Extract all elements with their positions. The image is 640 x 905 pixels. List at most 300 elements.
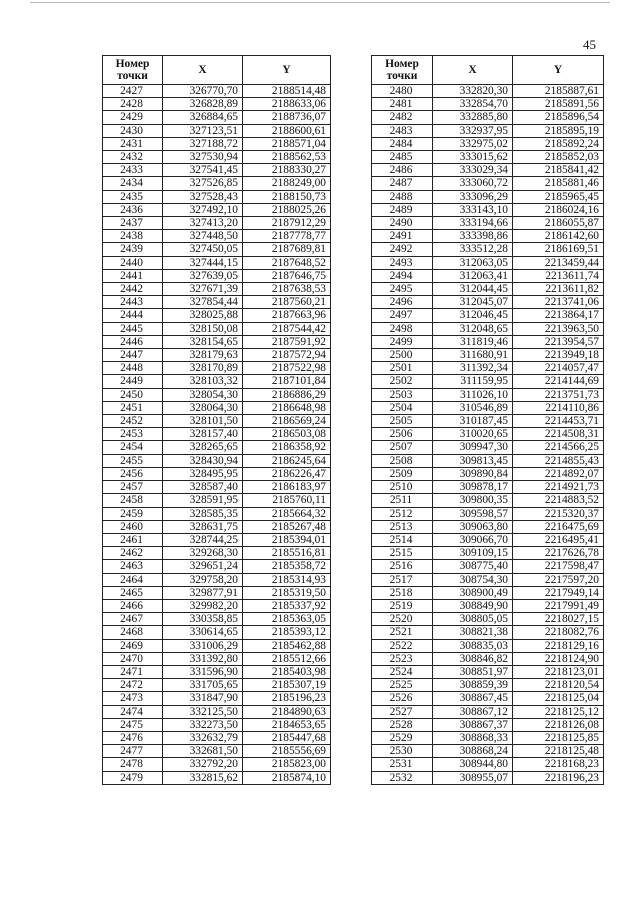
point-number-cell: 2501: [372, 362, 433, 375]
y-coordinate-cell: 2214883,52: [513, 494, 604, 507]
table-row: [372, 349, 604, 362]
y-coordinate-cell: 2214057,47: [513, 362, 604, 375]
table-row: [372, 586, 604, 599]
y-coordinate-cell: 2213864,17: [513, 309, 604, 322]
x-coordinate-cell: 331847,90: [163, 692, 243, 705]
y-coordinate-cell: 2218129,16: [513, 639, 604, 652]
table-row: [372, 415, 604, 428]
coordinates-table-right: [371, 55, 604, 785]
x-coordinate-cell: 328587,40: [163, 481, 243, 494]
table-row: [103, 217, 331, 230]
table-row: [372, 388, 604, 401]
point-number-cell: 2506: [372, 428, 433, 441]
x-coordinate-cell: 329982,20: [163, 599, 243, 612]
point-number-cell: 2452: [103, 415, 163, 428]
x-coordinate-cell: 327530,94: [163, 151, 243, 164]
x-coordinate-cell: 327671,39: [163, 283, 243, 296]
point-number-cell: 2505: [372, 415, 433, 428]
x-coordinate-cell: 328430,94: [163, 454, 243, 467]
table-row: [372, 560, 604, 573]
table-row: [372, 731, 604, 744]
y-coordinate-cell: 2185852,03: [513, 151, 604, 164]
point-number-cell: 2439: [103, 243, 163, 256]
table-row: [103, 164, 331, 177]
y-coordinate-cell: 2185841,42: [513, 164, 604, 177]
x-coordinate-cell: 312045,07: [433, 296, 513, 309]
y-coordinate-cell: 2217626,78: [513, 547, 604, 560]
point-number-cell: 2463: [103, 560, 163, 573]
point-number-cell: 2440: [103, 256, 163, 269]
table-row: [103, 335, 331, 348]
y-coordinate-cell: 2214110,86: [513, 401, 604, 414]
table-row: [372, 692, 604, 705]
x-coordinate-cell: 312063,41: [433, 269, 513, 282]
y-coordinate-cell: 2185664,32: [243, 507, 331, 520]
point-number-cell: 2485: [372, 151, 433, 164]
x-coordinate-cell: 312063,05: [433, 256, 513, 269]
point-number-cell: 2469: [103, 639, 163, 652]
table-row: [103, 758, 331, 771]
y-coordinate-cell: 2215320,37: [513, 507, 604, 520]
y-coordinate-cell: 2185447,68: [243, 731, 331, 744]
x-coordinate-cell: 308846,82: [433, 652, 513, 665]
y-coordinate-cell: 2213954,57: [513, 335, 604, 348]
table-row: [372, 335, 604, 348]
point-number-cell: 2474: [103, 705, 163, 718]
point-number-cell: 2470: [103, 652, 163, 665]
y-coordinate-cell: 2185895,19: [513, 124, 604, 137]
point-number-cell: 2450: [103, 388, 163, 401]
table-row: [103, 362, 331, 375]
x-coordinate-cell: 308900,49: [433, 586, 513, 599]
x-coordinate-cell: 328265,65: [163, 441, 243, 454]
point-number-cell: 2497: [372, 309, 433, 322]
header-point-number-line1: Номер: [385, 58, 419, 70]
point-number-cell: 2500: [372, 349, 433, 362]
table-header-row: [372, 56, 604, 85]
y-coordinate-cell: 2186024,16: [513, 203, 604, 216]
y-coordinate-cell: 2214144,69: [513, 375, 604, 388]
point-number-cell: 2451: [103, 401, 163, 414]
y-coordinate-cell: 2185314,93: [243, 573, 331, 586]
y-coordinate-cell: 2185887,61: [513, 85, 604, 98]
point-number-cell: 2487: [372, 177, 433, 190]
y-coordinate-cell: 2185394,01: [243, 533, 331, 546]
y-coordinate-cell: 2184890,63: [243, 705, 331, 718]
table-row: [372, 269, 604, 282]
table-row: [103, 269, 331, 282]
y-coordinate-cell: 2185196,23: [243, 692, 331, 705]
y-coordinate-cell: 2188514,48: [243, 85, 331, 98]
x-coordinate-cell: 328154,65: [163, 335, 243, 348]
x-coordinate-cell: 331705,65: [163, 679, 243, 692]
table-row: [103, 230, 331, 243]
x-coordinate-cell: 331596,90: [163, 665, 243, 678]
table-row: [372, 639, 604, 652]
point-number-cell: 2434: [103, 177, 163, 190]
header-y: Y: [243, 56, 331, 85]
x-coordinate-cell: 311159,95: [433, 375, 513, 388]
point-number-cell: 2438: [103, 230, 163, 243]
y-coordinate-cell: 2218027,15: [513, 613, 604, 626]
point-number-cell: 2525: [372, 679, 433, 692]
x-coordinate-cell: 309109,15: [433, 547, 513, 560]
y-coordinate-cell: 2187638,53: [243, 283, 331, 296]
x-coordinate-cell: 328744,25: [163, 533, 243, 546]
y-coordinate-cell: 2185896,54: [513, 111, 604, 124]
x-coordinate-cell: 332854,70: [433, 98, 513, 111]
point-number-cell: 2449: [103, 375, 163, 388]
y-coordinate-cell: 2218126,08: [513, 718, 604, 731]
table-row: [103, 401, 331, 414]
y-coordinate-cell: 2218123,01: [513, 665, 604, 678]
x-coordinate-cell: 310187,45: [433, 415, 513, 428]
x-coordinate-cell: 329268,30: [163, 547, 243, 560]
x-coordinate-cell: 327854,44: [163, 296, 243, 309]
table-row: [372, 652, 604, 665]
y-coordinate-cell: 2218082,76: [513, 626, 604, 639]
x-coordinate-cell: 326884,65: [163, 111, 243, 124]
x-coordinate-cell: 326828,89: [163, 98, 243, 111]
point-number-cell: 2482: [372, 111, 433, 124]
y-coordinate-cell: 2187560,21: [243, 296, 331, 309]
x-coordinate-cell: 333029,34: [433, 164, 513, 177]
table-row: [103, 151, 331, 164]
point-number-cell: 2443: [103, 296, 163, 309]
table-row: [103, 771, 331, 784]
x-coordinate-cell: 332815,62: [163, 771, 243, 784]
x-coordinate-cell: 309066,70: [433, 533, 513, 546]
table-row: [103, 665, 331, 678]
table-row: [103, 679, 331, 692]
y-coordinate-cell: 2188571,04: [243, 137, 331, 150]
point-number-cell: 2429: [103, 111, 163, 124]
point-number-cell: 2522: [372, 639, 433, 652]
table-row: [372, 547, 604, 560]
table-row: [372, 98, 604, 111]
point-number-cell: 2459: [103, 507, 163, 520]
x-coordinate-cell: 331392,80: [163, 652, 243, 665]
point-number-cell: 2520: [372, 613, 433, 626]
point-number-cell: 2480: [372, 85, 433, 98]
table-row: [372, 428, 604, 441]
table-row: [372, 296, 604, 309]
y-coordinate-cell: 2186886,29: [243, 388, 331, 401]
y-coordinate-cell: 2214921,73: [513, 481, 604, 494]
x-coordinate-cell: 332975,02: [433, 137, 513, 150]
y-coordinate-cell: 2185965,45: [513, 190, 604, 203]
x-coordinate-cell: 333015,62: [433, 151, 513, 164]
x-coordinate-cell: 328064,30: [163, 401, 243, 414]
y-coordinate-cell: 2187646,75: [243, 269, 331, 282]
point-number-cell: 2484: [372, 137, 433, 150]
point-number-cell: 2447: [103, 349, 163, 362]
y-coordinate-cell: 2185556,69: [243, 745, 331, 758]
y-coordinate-cell: 2213611,82: [513, 283, 604, 296]
table-row: [103, 203, 331, 216]
table-row: [103, 243, 331, 256]
x-coordinate-cell: 327448,50: [163, 230, 243, 243]
x-coordinate-cell: 309947,30: [433, 441, 513, 454]
y-coordinate-cell: 2185891,56: [513, 98, 604, 111]
point-number-cell: 2481: [372, 98, 433, 111]
x-coordinate-cell: 332125,50: [163, 705, 243, 718]
point-number-cell: 2477: [103, 745, 163, 758]
point-number-cell: 2518: [372, 586, 433, 599]
y-coordinate-cell: 2186569,24: [243, 415, 331, 428]
x-coordinate-cell: 328170,89: [163, 362, 243, 375]
x-coordinate-cell: 331006,29: [163, 639, 243, 652]
table-row: [103, 520, 331, 533]
table-row: [103, 190, 331, 203]
point-number-cell: 2515: [372, 547, 433, 560]
table-row: [103, 98, 331, 111]
x-coordinate-cell: 311680,91: [433, 349, 513, 362]
table-row: [103, 349, 331, 362]
point-number-cell: 2532: [372, 771, 433, 784]
table-row: [372, 151, 604, 164]
table-row: [103, 560, 331, 573]
x-coordinate-cell: 330358,85: [163, 613, 243, 626]
x-coordinate-cell: 308867,12: [433, 705, 513, 718]
point-number-cell: 2523: [372, 652, 433, 665]
point-number-cell: 2499: [372, 335, 433, 348]
x-coordinate-cell: 328103,32: [163, 375, 243, 388]
point-number-cell: 2488: [372, 190, 433, 203]
x-coordinate-cell: 333060,72: [433, 177, 513, 190]
y-coordinate-cell: 2218125,12: [513, 705, 604, 718]
table-row: [372, 401, 604, 414]
y-coordinate-cell: 2188600,61: [243, 124, 331, 137]
y-coordinate-cell: 2185358,72: [243, 560, 331, 573]
x-coordinate-cell: 328585,35: [163, 507, 243, 520]
y-coordinate-cell: 2218120,54: [513, 679, 604, 692]
y-coordinate-cell: 2186183,97: [243, 481, 331, 494]
table-row: [103, 692, 331, 705]
table-row: [103, 428, 331, 441]
x-coordinate-cell: 326770,70: [163, 85, 243, 98]
y-coordinate-cell: 2185760,11: [243, 494, 331, 507]
y-coordinate-cell: 2187572,94: [243, 349, 331, 362]
x-coordinate-cell: 327450,05: [163, 243, 243, 256]
y-coordinate-cell: 2186142,60: [513, 230, 604, 243]
x-coordinate-cell: 308805,05: [433, 613, 513, 626]
x-coordinate-cell: 308867,45: [433, 692, 513, 705]
x-coordinate-cell: 327541,45: [163, 164, 243, 177]
x-coordinate-cell: 328025,88: [163, 309, 243, 322]
y-coordinate-cell: 2213741,06: [513, 296, 604, 309]
header-point-number-line2: точки: [386, 70, 418, 82]
point-number-cell: 2504: [372, 401, 433, 414]
point-number-cell: 2509: [372, 467, 433, 480]
x-coordinate-cell: 328591,95: [163, 494, 243, 507]
table-row: [103, 415, 331, 428]
table-row: [372, 85, 604, 98]
table-row: [372, 758, 604, 771]
point-number-cell: 2428: [103, 98, 163, 111]
table-row: [372, 322, 604, 335]
y-coordinate-cell: 2185881,46: [513, 177, 604, 190]
point-number-cell: 2479: [103, 771, 163, 784]
table-row: [372, 481, 604, 494]
point-number-cell: 2460: [103, 520, 163, 533]
y-coordinate-cell: 2187522,98: [243, 362, 331, 375]
table-row: [103, 718, 331, 731]
x-coordinate-cell: 309890,84: [433, 467, 513, 480]
header-x: X: [163, 56, 243, 85]
table-row: [103, 309, 331, 322]
table-row: [372, 494, 604, 507]
y-coordinate-cell: 2187689,81: [243, 243, 331, 256]
x-coordinate-cell: 327528,43: [163, 190, 243, 203]
table-row: [103, 177, 331, 190]
y-coordinate-cell: 2185892,24: [513, 137, 604, 150]
table-row: [372, 665, 604, 678]
x-coordinate-cell: 312046,45: [433, 309, 513, 322]
table-row: [372, 256, 604, 269]
y-coordinate-cell: 2213949,18: [513, 349, 604, 362]
table-row: [103, 283, 331, 296]
x-coordinate-cell: 329877,91: [163, 586, 243, 599]
table-row: [372, 137, 604, 150]
y-coordinate-cell: 2188330,27: [243, 164, 331, 177]
y-coordinate-cell: 2185874,10: [243, 771, 331, 784]
table-row: [372, 441, 604, 454]
x-coordinate-cell: 328631,75: [163, 520, 243, 533]
point-number-cell: 2432: [103, 151, 163, 164]
point-number-cell: 2436: [103, 203, 163, 216]
x-coordinate-cell: 309598,57: [433, 507, 513, 520]
table-row: [103, 547, 331, 560]
coordinates-table-left: [102, 55, 331, 785]
table-row: [372, 124, 604, 137]
y-coordinate-cell: 2186358,92: [243, 441, 331, 454]
y-coordinate-cell: 2218124,90: [513, 652, 604, 665]
table-row: [103, 454, 331, 467]
point-number-cell: 2445: [103, 322, 163, 335]
table-row: [103, 599, 331, 612]
table-row: [103, 586, 331, 599]
y-coordinate-cell: 2185462,88: [243, 639, 331, 652]
point-number-cell: 2431: [103, 137, 163, 150]
point-number-cell: 2456: [103, 467, 163, 480]
table-row: [372, 626, 604, 639]
table-row: [103, 375, 331, 388]
x-coordinate-cell: 308859,39: [433, 679, 513, 692]
x-coordinate-cell: 327188,72: [163, 137, 243, 150]
y-coordinate-cell: 2188736,07: [243, 111, 331, 124]
x-coordinate-cell: 309878,17: [433, 481, 513, 494]
x-coordinate-cell: 308867,37: [433, 718, 513, 731]
point-number-cell: 2472: [103, 679, 163, 692]
table-row: [103, 626, 331, 639]
x-coordinate-cell: 332792,20: [163, 758, 243, 771]
y-coordinate-cell: 2186648,98: [243, 401, 331, 414]
table-row: [103, 85, 331, 98]
y-coordinate-cell: 2184653,65: [243, 718, 331, 731]
point-number-cell: 2458: [103, 494, 163, 507]
x-coordinate-cell: 332820,30: [433, 85, 513, 98]
y-coordinate-cell: 2186055,87: [513, 217, 604, 230]
x-coordinate-cell: 329758,20: [163, 573, 243, 586]
point-number-cell: 2507: [372, 441, 433, 454]
y-coordinate-cell: 2186503,08: [243, 428, 331, 441]
point-number-cell: 2462: [103, 547, 163, 560]
point-number-cell: 2453: [103, 428, 163, 441]
table-row: [372, 283, 604, 296]
table-row: [103, 256, 331, 269]
point-number-cell: 2465: [103, 586, 163, 599]
point-number-cell: 2513: [372, 520, 433, 533]
point-number-cell: 2528: [372, 718, 433, 731]
x-coordinate-cell: 308821,38: [433, 626, 513, 639]
table-row: [103, 507, 331, 520]
x-coordinate-cell: 333143,10: [433, 203, 513, 216]
y-coordinate-cell: 2218125,48: [513, 745, 604, 758]
table-row: [372, 243, 604, 256]
x-coordinate-cell: 311026,10: [433, 388, 513, 401]
point-number-cell: 2444: [103, 309, 163, 322]
x-coordinate-cell: 332937,95: [433, 124, 513, 137]
table-row: [103, 481, 331, 494]
y-coordinate-cell: 2188562,53: [243, 151, 331, 164]
x-coordinate-cell: 308754,30: [433, 573, 513, 586]
x-coordinate-cell: 308868,24: [433, 745, 513, 758]
x-coordinate-cell: 308835,03: [433, 639, 513, 652]
y-coordinate-cell: 2213459,44: [513, 256, 604, 269]
header-x: X: [433, 56, 513, 85]
point-number-cell: 2503: [372, 388, 433, 401]
y-coordinate-cell: 2185516,81: [243, 547, 331, 560]
table-row: [103, 613, 331, 626]
table-row: [372, 203, 604, 216]
y-coordinate-cell: 2186245,64: [243, 454, 331, 467]
y-coordinate-cell: 2218196,23: [513, 771, 604, 784]
table-row: [103, 137, 331, 150]
point-number-cell: 2508: [372, 454, 433, 467]
x-coordinate-cell: 328495,95: [163, 467, 243, 480]
x-coordinate-cell: 308851,97: [433, 665, 513, 678]
x-coordinate-cell: 308955,07: [433, 771, 513, 784]
point-number-cell: 2455: [103, 454, 163, 467]
point-number-cell: 2435: [103, 190, 163, 203]
x-coordinate-cell: 310020,65: [433, 428, 513, 441]
x-coordinate-cell: 309800,35: [433, 494, 513, 507]
x-coordinate-cell: 332885,80: [433, 111, 513, 124]
header-point-number: [372, 56, 433, 85]
table-row: [372, 745, 604, 758]
y-coordinate-cell: 2187912,29: [243, 217, 331, 230]
x-coordinate-cell: 333096,29: [433, 190, 513, 203]
point-number-cell: 2486: [372, 164, 433, 177]
x-coordinate-cell: 328101,50: [163, 415, 243, 428]
point-number-cell: 2466: [103, 599, 163, 612]
table-row: [372, 599, 604, 612]
table-row: [372, 230, 604, 243]
y-coordinate-cell: 2217949,14: [513, 586, 604, 599]
y-coordinate-cell: 2185512,66: [243, 652, 331, 665]
point-number-cell: 2464: [103, 573, 163, 586]
point-number-cell: 2527: [372, 705, 433, 718]
point-number-cell: 2490: [372, 217, 433, 230]
point-number-cell: 2495: [372, 283, 433, 296]
table-row: [103, 494, 331, 507]
table-row: [372, 679, 604, 692]
table-row: [103, 745, 331, 758]
table-row: [103, 296, 331, 309]
table-row: [372, 454, 604, 467]
y-coordinate-cell: 2213611,74: [513, 269, 604, 282]
